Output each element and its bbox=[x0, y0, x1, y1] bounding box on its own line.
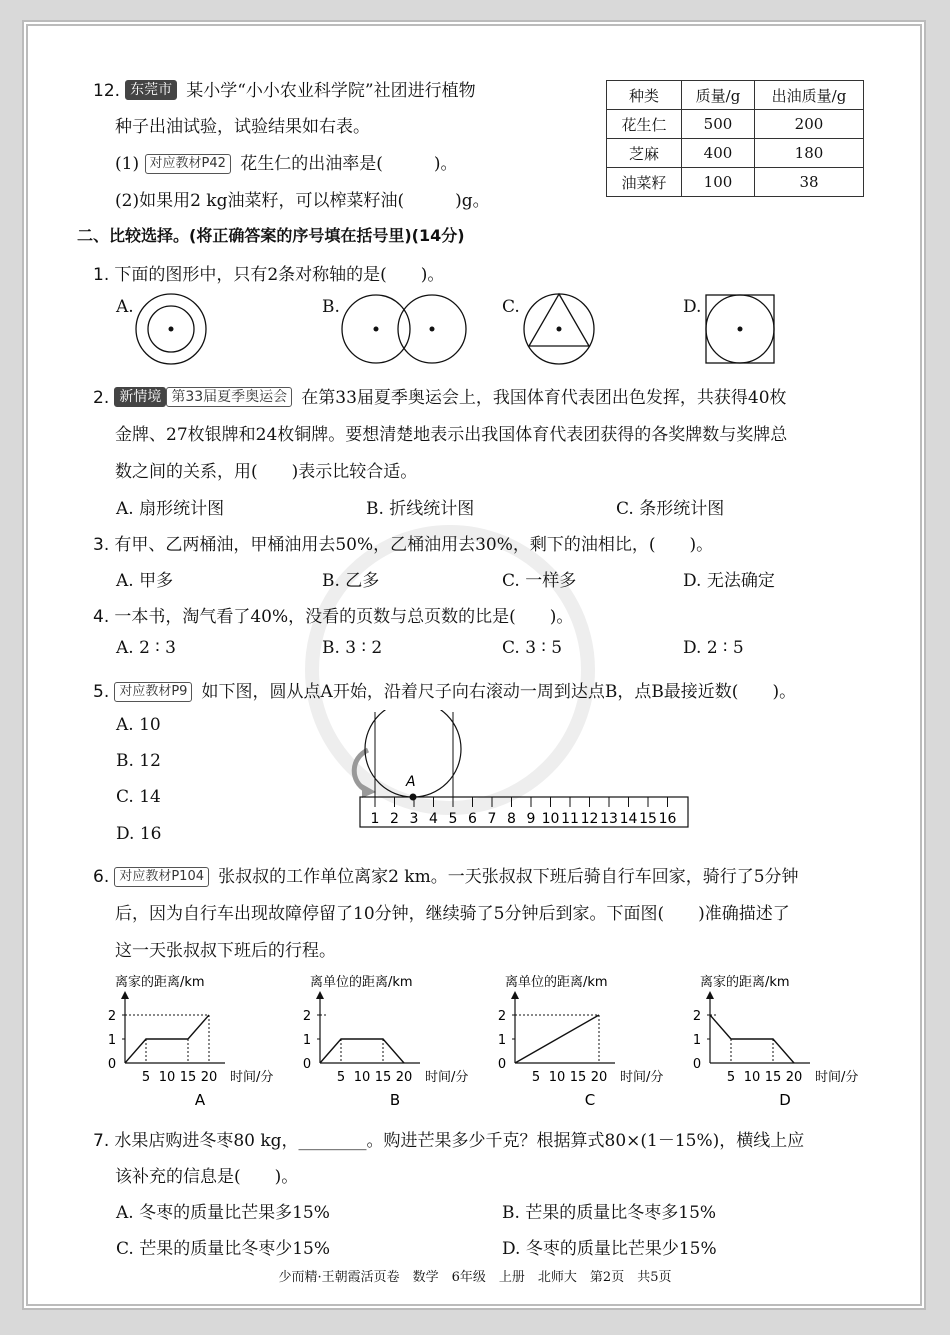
graph-ytick: 1 bbox=[107, 1033, 117, 1048]
point-a-label: A bbox=[406, 774, 416, 790]
table-cell: 200 bbox=[755, 110, 864, 139]
graph-line bbox=[125, 1015, 209, 1063]
ruler-label: 2 bbox=[390, 811, 399, 827]
graph-xtick: 10 bbox=[353, 1070, 371, 1085]
graph-ytick: 2 bbox=[107, 1009, 117, 1024]
q7-option-c: C. 芒果的质量比冬枣少15% bbox=[116, 1239, 330, 1259]
ruler-label: 3 bbox=[409, 811, 419, 827]
q6-tag: 对应教材P104 bbox=[114, 867, 209, 887]
q2-tag-new: 新情境 bbox=[114, 387, 166, 407]
table-header: 种类 bbox=[607, 81, 682, 110]
ruler-label: 6 bbox=[468, 811, 477, 827]
graph-letter: D bbox=[779, 1091, 791, 1109]
q7-option-d: D. 冬枣的质量比芒果少15% bbox=[502, 1239, 717, 1259]
q7-text-line1: 水果店购进冬枣80 kg，________。购进芒果多少千克？根据算式80×(1－15%)，横线上应 bbox=[114, 1131, 805, 1151]
q7-number: 7. bbox=[93, 1131, 110, 1151]
q12-region-tag: 东莞市 bbox=[125, 80, 177, 100]
q6-number: 6. bbox=[93, 867, 110, 887]
q7-text-line2: 该补充的信息是( )。 bbox=[115, 1167, 299, 1187]
table-cell: 180 bbox=[755, 139, 864, 168]
q6-text-line3: 这一天张叔叔下班后的行程。 bbox=[115, 941, 336, 961]
table-header: 出油质量/g bbox=[755, 81, 864, 110]
graph-ytick: 0 bbox=[692, 1057, 702, 1072]
q5-line bbox=[93, 677, 796, 702]
ruler-label: 5 bbox=[448, 811, 458, 827]
graph-ytick: 0 bbox=[497, 1057, 507, 1072]
q1-line bbox=[93, 260, 444, 285]
q4-option-c: C. 3 ∶ 5 bbox=[502, 638, 563, 658]
q1-number: 1. bbox=[93, 265, 110, 285]
graph-xtick: 5 bbox=[141, 1070, 151, 1085]
q2-option-a: A. 扇形统计图 bbox=[116, 499, 225, 519]
ruler-label: 15 bbox=[639, 811, 657, 827]
distance-graph-b bbox=[303, 975, 469, 1109]
q4-option-b: B. 3 ∶ 2 bbox=[322, 638, 383, 658]
graph-xlabel: 时间/分 bbox=[425, 1070, 469, 1085]
q12-text-line2: 种子出油试验，试验结果如右表。 bbox=[115, 117, 370, 137]
q4-text: 一本书，淘气看了40%，没看的页数与总页数的比是( )。 bbox=[114, 607, 574, 627]
q3-number: 3. bbox=[93, 535, 110, 555]
q5-number: 5. bbox=[93, 682, 110, 702]
graph-ytick: 2 bbox=[692, 1009, 702, 1024]
q12-sub1-text: 花生仁的出油率是( )。 bbox=[240, 154, 458, 174]
q3-option-b: B. 乙多 bbox=[322, 571, 380, 591]
q1-text: 下面的图形中，只有2条对称轴的是( )。 bbox=[114, 265, 445, 285]
graph-line bbox=[320, 1039, 404, 1063]
ruler-label: 11 bbox=[561, 811, 579, 827]
q2-option-c: C. 条形统计图 bbox=[616, 499, 725, 519]
q7-line1 bbox=[93, 1126, 804, 1151]
distance-graph-d bbox=[693, 975, 859, 1109]
q7-option-a: A. 冬枣的质量比芒果多15% bbox=[116, 1203, 330, 1223]
q1-figures bbox=[0, 285, 950, 375]
table-cell: 500 bbox=[682, 110, 755, 139]
q2-tag-olympics: 第33届夏季奥运会 bbox=[166, 387, 292, 407]
graph-xlabel: 时间/分 bbox=[620, 1070, 664, 1085]
graph-letter: B bbox=[389, 1091, 401, 1109]
q12-text-line1: 某小学“小小农业科学院”社团进行植物 bbox=[186, 81, 476, 101]
graph-xlabel: 时间/分 bbox=[815, 1070, 859, 1085]
table-cell: 油菜籽 bbox=[607, 168, 682, 197]
graph-xtick: 10 bbox=[158, 1070, 176, 1085]
graph-xtick: 15 bbox=[569, 1070, 587, 1085]
q4-number: 4. bbox=[93, 607, 110, 627]
graph-xtick: 15 bbox=[374, 1070, 392, 1085]
graph-ylabel: 离家的距离/km bbox=[700, 975, 790, 990]
graph-ytick: 0 bbox=[302, 1057, 312, 1072]
ruler-label: 16 bbox=[658, 811, 677, 827]
q1-label-a: A. bbox=[116, 297, 134, 317]
q6-graphs bbox=[0, 965, 950, 1115]
graph-xlabel: 时间/分 bbox=[230, 1070, 274, 1085]
q4-option-a: A. 2 ∶ 3 bbox=[116, 638, 176, 658]
graph-xtick: 5 bbox=[726, 1070, 736, 1085]
q7-option-b: B. 芒果的质量比冬枣多15% bbox=[502, 1203, 717, 1223]
table-cell: 38 bbox=[755, 168, 864, 197]
table-row bbox=[607, 110, 864, 139]
q6-text-line1: 张叔叔的工作单位离家2 km。一天张叔叔下班后骑自行车回家，骑行了5分钟 bbox=[218, 867, 799, 887]
table-cell: 100 bbox=[682, 168, 755, 197]
ruler-label: 1 bbox=[370, 811, 380, 827]
ruler-label: 10 bbox=[541, 811, 560, 827]
graph-xtick: 20 bbox=[785, 1070, 803, 1085]
q3-line bbox=[93, 530, 713, 555]
q2-text-line2: 金牌、27枚银牌和24枚铜牌。要想清楚地表示出我国体育代表团获得的各奖牌数与奖牌总 bbox=[115, 425, 788, 445]
graph-xtick: 5 bbox=[531, 1070, 541, 1085]
table-header: 质量/g bbox=[682, 81, 755, 110]
q3-option-d: D. 无法确定 bbox=[683, 571, 775, 591]
graph-ytick: 1 bbox=[692, 1033, 702, 1048]
q3-option-a: A. 甲多 bbox=[116, 571, 174, 591]
q1-label-d: D. bbox=[683, 297, 702, 317]
table-cell: 芝麻 bbox=[607, 139, 682, 168]
graph-letter: A bbox=[194, 1091, 206, 1109]
q5-text: 如下图，圆从点A开始，沿着尺子向右滚动一周到达点B，点B最接近数( )。 bbox=[201, 682, 797, 702]
q2-text-line3: 数之间的关系，用( )表示比较合适。 bbox=[115, 462, 418, 482]
q2-text-line1: 在第33届夏季奥运会上，我国体育代表团出色发挥，共获得40枚 bbox=[301, 388, 787, 408]
q12-sub1 bbox=[115, 149, 458, 174]
graph-ytick: 0 bbox=[107, 1057, 117, 1072]
table-cell: 400 bbox=[682, 139, 755, 168]
q4-line bbox=[93, 602, 573, 627]
table-row bbox=[607, 168, 864, 197]
graph-xtick: 10 bbox=[743, 1070, 761, 1085]
graph-xtick: 20 bbox=[200, 1070, 218, 1085]
q2-option-b: B. 折线统计图 bbox=[366, 499, 475, 519]
ruler-label: 7 bbox=[487, 811, 497, 827]
q1-label-c: C. bbox=[502, 297, 520, 317]
q6-line1 bbox=[93, 862, 799, 887]
q12-sub2: (2)如果用2 kg油菜籽，可以榨菜籽油( )g。 bbox=[115, 191, 490, 211]
q5-tag: 对应教材P9 bbox=[114, 682, 192, 702]
graph-line bbox=[515, 1015, 599, 1063]
q3-option-c: C. 一样多 bbox=[502, 571, 577, 591]
graph-xtick: 5 bbox=[336, 1070, 346, 1085]
graph-ylabel: 离单位的距离/km bbox=[310, 975, 413, 990]
graph-xtick: 10 bbox=[548, 1070, 566, 1085]
graph-ytick: 1 bbox=[302, 1033, 312, 1048]
ruler-label: 9 bbox=[526, 811, 536, 827]
q5-option-d: D. 16 bbox=[116, 824, 162, 844]
table-cell: 花生仁 bbox=[607, 110, 682, 139]
ruler-label: 13 bbox=[600, 811, 618, 827]
ruler-label: 12 bbox=[580, 811, 599, 827]
q4-option-d: D. 2 ∶ 5 bbox=[683, 638, 744, 658]
graph-line bbox=[710, 1015, 794, 1063]
q6-text-line2: 后，因为自行车出现故障停留了10分钟，继续骑了5分钟后到家。下面图( )准确描述了 bbox=[115, 904, 790, 924]
q5-option-b: B. 12 bbox=[116, 751, 161, 771]
q12-sub1-prefix: (1) bbox=[115, 154, 140, 174]
q2-line1 bbox=[93, 383, 787, 408]
q2-number: 2. bbox=[93, 388, 110, 408]
graph-xtick: 15 bbox=[764, 1070, 782, 1085]
graph-xtick: 20 bbox=[395, 1070, 413, 1085]
q1-label-b: B. bbox=[322, 297, 340, 317]
table-row bbox=[607, 139, 864, 168]
page-footer: 少而精·王朝霞活页卷 数学 6年级 上册 北师大 第2页 共5页 bbox=[278, 1270, 672, 1285]
distance-graph-c bbox=[498, 975, 664, 1109]
distance-graph-a bbox=[108, 975, 274, 1109]
ruler-label: 14 bbox=[619, 811, 638, 827]
q5-option-c: C. 14 bbox=[116, 787, 161, 807]
seed-oil-table bbox=[606, 80, 864, 197]
table-header-row bbox=[607, 81, 864, 110]
graph-ytick: 2 bbox=[497, 1009, 507, 1024]
graph-ytick: 2 bbox=[302, 1009, 312, 1024]
ruler-label: 8 bbox=[507, 811, 516, 827]
q5-ruler-figure bbox=[340, 710, 700, 835]
section2-title: 二、比较选择。(将正确答案的序号填在括号里)(14分) bbox=[77, 226, 465, 245]
q3-text: 有甲、乙两桶油，甲桶油用去50%，乙桶油用去30%，剩下的油相比，( )。 bbox=[114, 535, 714, 555]
graph-ylabel: 离家的距离/km bbox=[115, 975, 205, 990]
ruler-label: 4 bbox=[429, 811, 438, 827]
graph-xtick: 20 bbox=[590, 1070, 608, 1085]
q12-number: 12. bbox=[93, 81, 121, 101]
q12-sub1-tag: 对应教材P42 bbox=[145, 154, 231, 174]
graph-ylabel: 离单位的距离/km bbox=[505, 975, 608, 990]
graph-letter: C bbox=[584, 1091, 596, 1109]
graph-ytick: 1 bbox=[497, 1033, 507, 1048]
q5-option-a: A. 10 bbox=[116, 715, 161, 735]
graph-xtick: 15 bbox=[179, 1070, 197, 1085]
q12-line1 bbox=[93, 76, 476, 101]
